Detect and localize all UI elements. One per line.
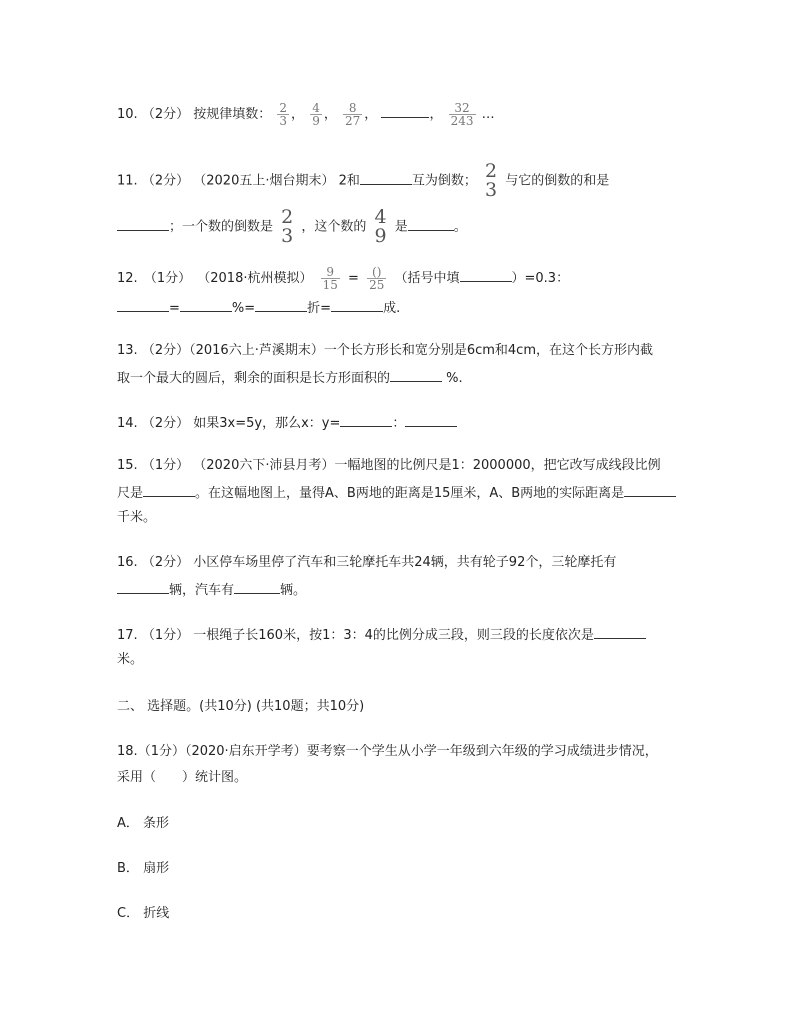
option-label: B． bbox=[117, 861, 139, 876]
answer-blank[interactable] bbox=[624, 482, 676, 497]
question-number: 16. bbox=[117, 555, 138, 570]
question-16-line2: 辆，汽车有 辆。 bbox=[117, 579, 684, 601]
answer-blank[interactable] bbox=[234, 579, 280, 594]
question-15: 15. （1分） （2020六下·沛县月考）一幅地图的比例尺是1：2000000，把它改写成线段比例 bbox=[117, 458, 661, 473]
question-17-line2: 米。 bbox=[117, 652, 144, 667]
question-13: 13. （2分）（2016六上·芦溪期末）一个长方形长和宽分别是6cm和4cm，在这个长方形内截 bbox=[117, 343, 653, 358]
section-title: 二、 选择题。(共10分) (共10题；共10分) bbox=[117, 699, 365, 714]
question-12: 12. （1分） （2018·杭州模拟） $\frac{9}{15}$ = $\frac{()}{25}$ （括号中填 ）=0.3： bbox=[117, 265, 570, 292]
question-11: 11. （2分） （2020五上·烟台期末） 2和 互为倒数； 2 3 与它的倒数的和是 bbox=[117, 160, 610, 201]
answer-blank[interactable] bbox=[117, 579, 169, 594]
question-18: 18.（1分）（2020·启东开学考）要考察一个学生从小学一年级到六年级的学习成绩进步情况， bbox=[117, 744, 658, 759]
question-11-line2: ；一个数的倒数是 2 3 ，这个数的 4 9 是 。 bbox=[117, 208, 684, 246]
fraction: $\frac{9}{15}$ bbox=[322, 265, 338, 292]
option-label: A． bbox=[117, 816, 139, 831]
question-number: 12. bbox=[117, 271, 138, 286]
question-15-line3: 千米。 bbox=[117, 510, 157, 525]
question-number: 14. bbox=[117, 416, 138, 431]
question-text: 按规律填数： bbox=[193, 107, 272, 122]
question-score: （2分） bbox=[141, 173, 190, 189]
answer-blank[interactable] bbox=[381, 103, 429, 118]
fraction: 4 9 bbox=[374, 206, 387, 247]
option-b[interactable] bbox=[117, 859, 684, 879]
answer-blank[interactable] bbox=[405, 412, 457, 427]
question-14: 14. （2分） 如果3x=5y，那么x：y= ： bbox=[117, 412, 684, 434]
answer-blank[interactable] bbox=[360, 170, 412, 185]
option-c[interactable] bbox=[117, 904, 684, 924]
question-score: （2分） bbox=[141, 343, 190, 358]
fraction: $\frac{2}{3}$ bbox=[279, 101, 288, 128]
option-a[interactable] bbox=[117, 814, 684, 834]
question-source: （2016六上·芦溪期末） bbox=[189, 343, 324, 358]
fraction: 2 3 bbox=[485, 160, 498, 201]
question-number: 11. bbox=[117, 173, 138, 189]
question-16: 16. （2分） 小区停车场里停了汽车和三轮摩托车共24辆，共有轮子92个，三轮摩托有 bbox=[117, 555, 617, 570]
answer-blank[interactable] bbox=[460, 267, 512, 282]
question-score: （2分） bbox=[141, 416, 190, 431]
option-text: 折线 bbox=[143, 906, 170, 921]
question-12-line2: = %= 折= 成. bbox=[117, 297, 684, 319]
option-label: C． bbox=[117, 906, 140, 921]
fraction: $\frac{4}{9}$ bbox=[312, 101, 320, 128]
question-source: （2020六下·沛县月考） bbox=[193, 458, 335, 473]
question-score: （1分） bbox=[141, 458, 190, 473]
question-score: （2分） bbox=[141, 107, 190, 122]
question-score: （2分） bbox=[141, 555, 190, 570]
question-source: （2020五上·烟台期末） bbox=[193, 173, 335, 189]
question-number: 13. bbox=[117, 343, 138, 358]
question-source: （2020·启东开学考） bbox=[184, 744, 307, 759]
question-number: 18. bbox=[117, 744, 138, 759]
question-number: 10. bbox=[117, 107, 138, 122]
question-18-line2: 采用（ ）统计图。 bbox=[117, 770, 248, 785]
answer-blank[interactable] bbox=[117, 297, 169, 312]
answer-blank[interactable] bbox=[117, 216, 169, 231]
answer-blank[interactable] bbox=[255, 297, 307, 312]
option-text: 条形 bbox=[143, 816, 170, 831]
question-13-line2: 取一个最大的圆后，剩余的面积是长方形面积的 %. bbox=[117, 367, 684, 389]
answer-blank[interactable] bbox=[408, 216, 454, 231]
fraction: $\frac{32}{243}$ bbox=[450, 101, 474, 128]
answer-blank[interactable] bbox=[180, 297, 232, 312]
answer-blank[interactable] bbox=[143, 482, 195, 497]
question-score: （1分） bbox=[143, 271, 192, 286]
question-17: 17. （1分） 一根绳子长160米，按1：3：4的比例分成三段，则三段的长度依次是 bbox=[117, 624, 684, 646]
question-number: 15. bbox=[117, 458, 138, 473]
question-15-line2: 尺是 。在这幅地图上，量得A、B两地的距离是15厘米，A、B两地的实际距离是 bbox=[117, 482, 684, 504]
question-score: （1分） bbox=[141, 628, 190, 643]
fraction: 2 3 bbox=[281, 206, 294, 247]
answer-blank[interactable] bbox=[390, 367, 442, 382]
fraction: $\frac{()}{25}$ bbox=[369, 265, 385, 292]
answer-blank[interactable] bbox=[594, 624, 646, 639]
option-text: 扇形 bbox=[143, 861, 170, 876]
question-number: 17. bbox=[117, 628, 138, 643]
question-score: （1分） bbox=[137, 744, 185, 759]
question-source: （2018·杭州模拟） bbox=[197, 271, 313, 286]
question-10: 10. （2分） 按规律填数： $\frac{2}{3}$ ， $\frac{4}{9}$ ， $\frac{8}{27}$ ， ， $\frac{32}{243}$ … bbox=[117, 101, 495, 128]
answer-blank[interactable] bbox=[331, 297, 383, 312]
fraction: $\frac{8}{27}$ bbox=[345, 101, 361, 128]
answer-blank[interactable] bbox=[340, 412, 392, 427]
